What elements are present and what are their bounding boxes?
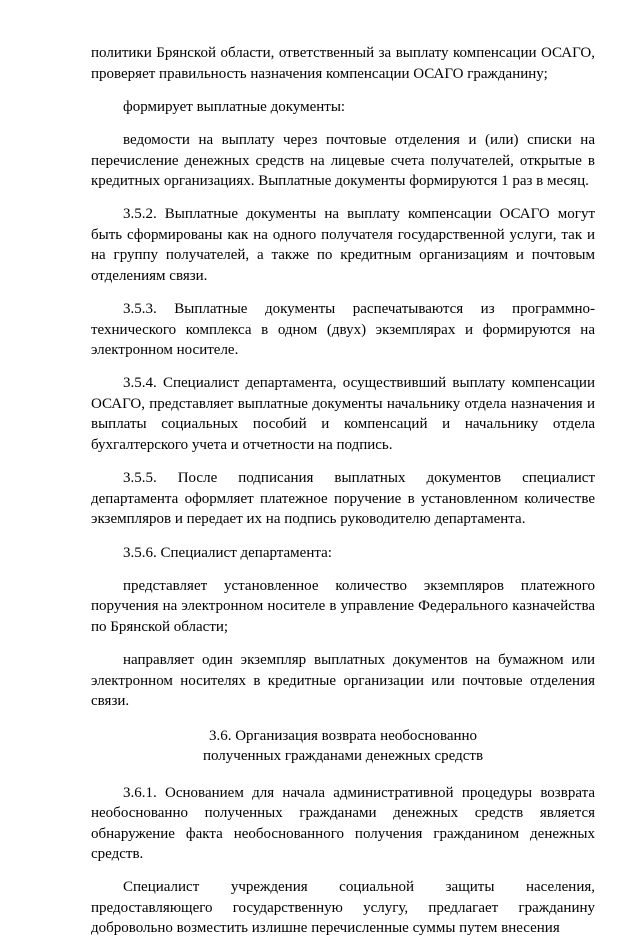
section-heading-line-1: 3.6. Организация возврата необоснованно bbox=[208, 727, 478, 744]
paragraph-3-5-4: 3.5.4. Специалист департамента, осуществивший выплату компенсации ОСАГО, представляет выплатные документы начальнику отдела назначения и выплаты социальных пособий и компенсаций и начальнику отдела бухгалтерского учета и отчетности на подпись. bbox=[91, 375, 595, 453]
paragraph-3-6-1: 3.6.1. Основанием для начала административной процедуры возврата необоснованно полученных гражданами денежных средств является обнаружение факта необоснованного получения гражданином денежных средств. bbox=[91, 784, 595, 863]
paragraph-forms-documents: формирует выплатные документы: bbox=[123, 98, 346, 115]
document-page bbox=[91, 43, 595, 952]
paragraph-presents: представляет установленное количество экземпляров платежного поручения на электронном носителе в управление Федерального казначейства по Брянской области; bbox=[91, 577, 595, 635]
paragraph-3-5-6: 3.5.6. Специалист департамента: bbox=[123, 544, 332, 561]
paragraph-sends: направляет один экземпляр выплатных документов на бумажном или электронном носителях в кредитные организации или почтовые отделения связи. bbox=[91, 652, 595, 710]
paragraph-3-5-3: 3.5.3. Выплатные документы распечатываются из программно-технического комплекса в одном (двух) экземплярах и формируются на электронном носителе. bbox=[91, 301, 595, 359]
paragraph-3-5-5: 3.5.5. После подписания выплатных документов специалист департамента оформляет платежное поручение в установленном количестве экземпляров и передает их на подпись руководителю департамента. bbox=[91, 470, 595, 528]
paragraph-statements: ведомости на выплату через почтовые отделения и (или) списки на перечисление денежных средств на лицевые счета получателей, открытые в кредитных организациях. Выплатные документы формируются 1 раз в месяц. bbox=[91, 132, 595, 190]
paragraph-specialist: Специалист учреждения социальной защиты населения, предоставляющего государственную услугу, предлагает гражданину добровольно возместить излишне перечисленные суммы путем внесения bbox=[91, 879, 595, 937]
paragraph-continuation: политики Брянской области, ответственный за выплату компенсации ОСАГО, проверяет правильность назначения компенсации ОСАГО гражданину; bbox=[91, 45, 595, 82]
section-heading-line-2: полученных гражданами денежных средств bbox=[202, 748, 484, 765]
paragraph-3-5-2: 3.5.2. Выплатные документы на выплату компенсации ОСАГО могут быть сформированы как на одного получателя государственной услуги, так и на группу получателей, а также по кредитным организациям и почтовым отделениям связи. bbox=[91, 206, 595, 284]
section-heading-3-6 bbox=[91, 726, 595, 767]
